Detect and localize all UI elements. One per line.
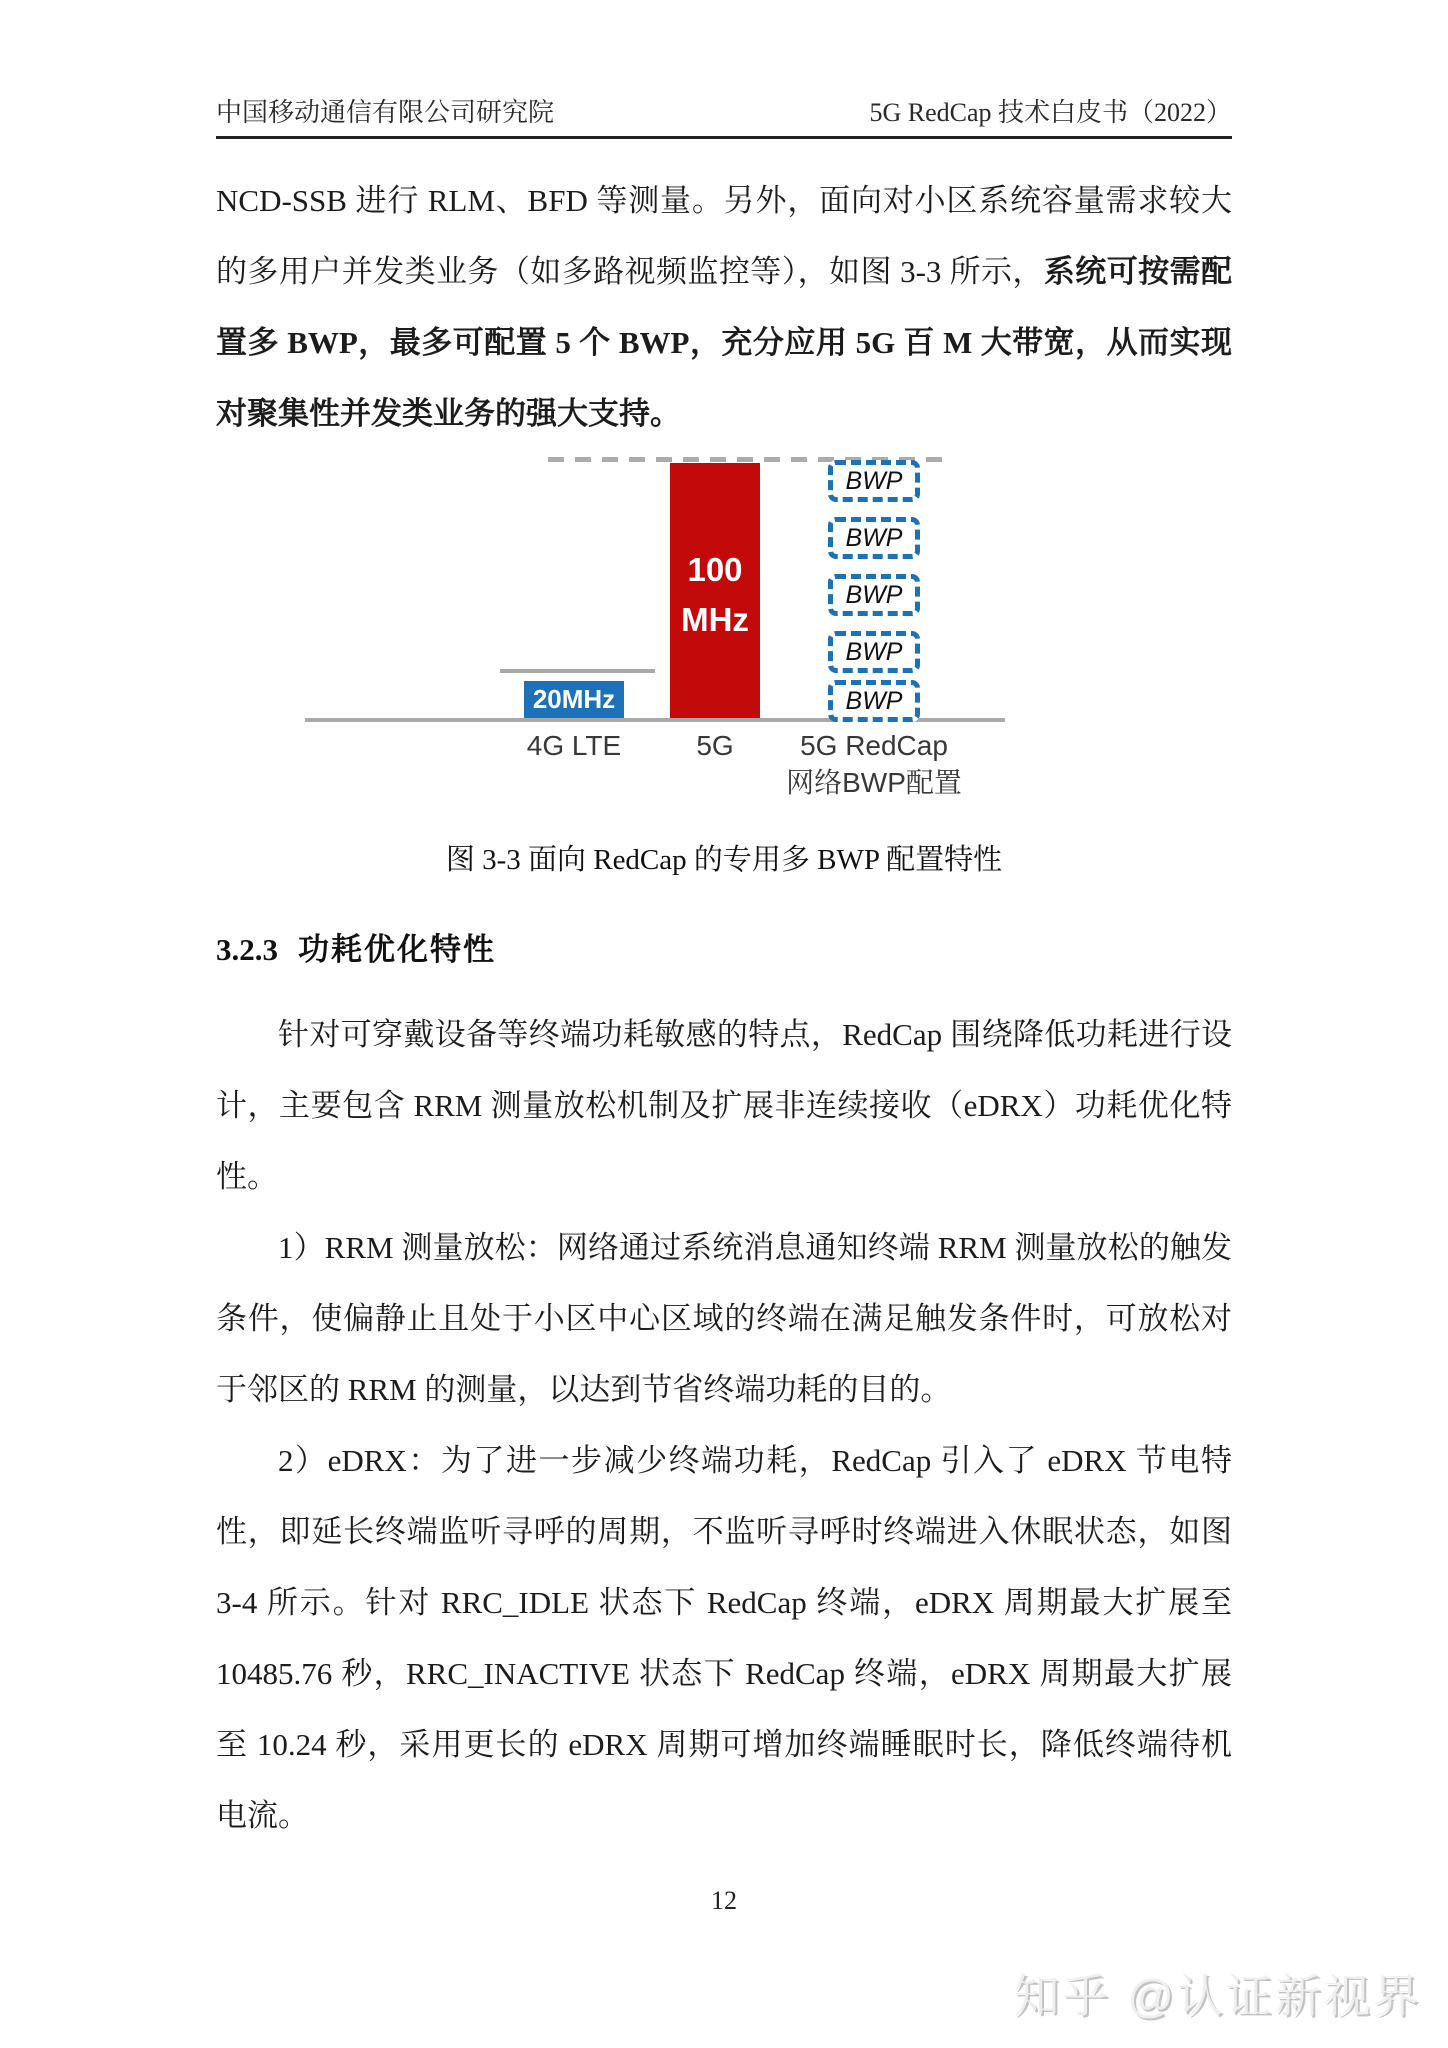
page-header (216, 0, 1232, 129)
paragraph-run-bold: 系统可按需配置多 BWP，最多可配置 5 个 BWP，充分应用 5G 百 M 大带宽，从而实现对聚集性并发类业务的强大支持。 (216, 254, 1232, 431)
nr-bar-label-line2: MHz (681, 601, 749, 638)
axis-label-5g: 5G (696, 730, 734, 761)
watermark: 知乎 @认证新视界 (1013, 1970, 1422, 2022)
nr-bandwidth-bar (670, 463, 760, 718)
axis-label-5g-redcap-line1: 5G RedCap (800, 730, 948, 761)
bwp-box-label: BWP (845, 523, 903, 552)
axis-label-4g-lte: 4G LTE (526, 730, 622, 761)
bwp-box-4 (828, 631, 920, 673)
figure-caption: 图 3-3 面向 RedCap 的专用多 BWP 配置特性 (445, 844, 1003, 876)
header-rule (216, 136, 1232, 139)
paragraph-run-normal: NCD-SSB 进行 RLM、BFD 等测量。另外，面向对小区系统容量需求较大的多用户并发类业务（如多路视频监控等），如图 3-3 所示， (216, 183, 1232, 289)
bwp-box-1 (828, 460, 920, 502)
lte-bandwidth-bar (524, 681, 624, 718)
section-heading (216, 924, 1232, 969)
paragraph-rrm-relaxation: 1）RRM 测量放松：网络通过系统消息通知终端 RRM 测量放松的触发条件，使偏静止且处于小区中心区域的终端在满足触发条件时，可放松对于邻区的 RRM 的测量，以达到节省终端功耗的目的。 (216, 1230, 1232, 1407)
section-number: 3.2.3 (216, 932, 278, 967)
axis-label-5g-redcap-line2: 网络BWP配置 (786, 767, 962, 798)
paragraph-bwp-intro (216, 165, 1232, 449)
lte-bar-label: 20MHz (532, 684, 616, 714)
bwp-box-label: BWP (845, 580, 903, 609)
paragraph-edrx: 2）eDRX：为了进一步减少终端功耗，RedCap 引入了 eDRX 节电特性，即延长终端监听寻呼的周期，不监听寻呼时终端进入休眠状态，如图 3-4 所示。针对 RRC_IDLE 状态下 RedCap 终端，eDRX 周期最大扩展至 10485.76 秒，RRC_INACTIVE 状态下 RedCap 终端，eDRX 周期最大扩展至 10.24 秒，采用更长的 eDRX 周期可增加终端睡眠时长，降低终端待机电流。 (216, 1443, 1232, 1833)
section-title: 功耗优化特性 (298, 932, 496, 967)
page-number: 12 (711, 1886, 737, 1915)
header-right-text: 5G RedCap 技术白皮书（2022） (869, 98, 1232, 127)
bwp-box-2 (828, 517, 920, 559)
header-left-text: 中国移动通信有限公司研究院 (216, 98, 555, 127)
figure-bwp-chart (305, 455, 1005, 807)
bwp-box-5 (828, 680, 920, 722)
lte-cap-line (500, 669, 655, 673)
nr-bar-label-line1: 100 (687, 551, 743, 588)
axis-label-5g-redcap (759, 727, 989, 801)
bwp-box-3 (828, 574, 920, 616)
bwp-box-label: BWP (845, 686, 903, 715)
paragraph-power-intro: 针对可穿戴设备等终端功耗敏感的特点，RedCap 围绕降低功耗进行设计，主要包含 RRM 测量放松机制及扩展非连续接收（eDRX）功耗优化特性。 (216, 1017, 1232, 1194)
bwp-box-label: BWP (845, 637, 903, 666)
bwp-box-label: BWP (845, 466, 903, 495)
